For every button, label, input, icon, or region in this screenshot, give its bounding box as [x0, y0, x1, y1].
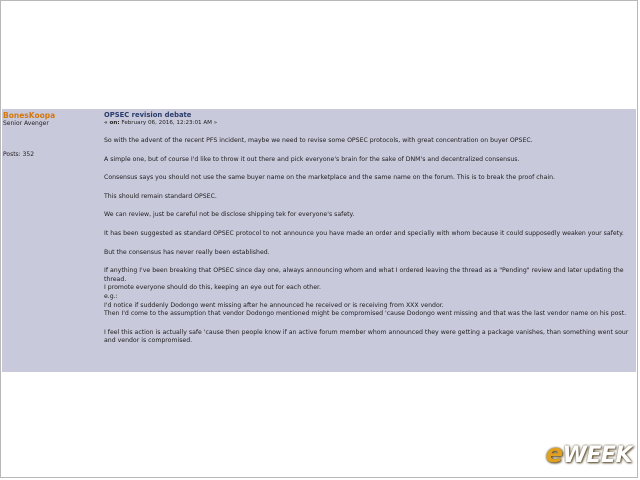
forum-post	[2, 109, 636, 372]
poster-post-count: Posts: 352	[3, 151, 35, 158]
post-paragraph: Consensus says you should not use the same buyer name on the marketplace and the same name on the forum. This is to break the proof chain.	[104, 174, 555, 182]
post-line: Then I'd come to the assumption that vendor Dodongo mentioned might be compromised 'cause Dodongo went missing and that was the last vendor name on his post.	[104, 310, 627, 318]
post-paragraph: It has been suggested as standard OPSEC protocol to not announce you have made an order and specially with whom because it could supposedly weaken your safety.	[104, 229, 624, 237]
post-header	[104, 111, 217, 127]
post-paragraph: This should remain standard OPSEC.	[104, 192, 217, 200]
post-subject-link[interactable]: OPSEC revision debate	[104, 111, 192, 119]
eweek-logo	[545, 439, 632, 469]
post-timestamp	[104, 119, 217, 127]
post-paragraph: But the consensus has never really been established.	[104, 248, 270, 256]
post-meta-prefix: « on:	[104, 120, 120, 126]
post-paragraph: A simple one, but of course I'd like to throw it out there and pick everyone's brain for the sake of DNM's and decentralized consensus.	[104, 155, 520, 163]
post-date: February 06, 2016, 12:23:01 AM »	[121, 120, 218, 126]
logo-week: WEEK	[562, 443, 632, 468]
post-line: I promote everyone should do this, keeping an eye out for each other.	[104, 284, 321, 292]
poster-name-link[interactable]: BonesKoopa	[3, 111, 56, 120]
post-body	[104, 137, 634, 356]
poster-info	[2, 109, 98, 372]
logo-e: e	[545, 439, 563, 469]
post-paragraph: I feel this action is actually safe 'cause then people know if an active forum member whom announced they were getting a package vanishes, than something went sour and vendor is compromised.	[104, 328, 629, 345]
post-paragraph: We can review, just be careful not be disclose shipping tek for everyone's safety.	[104, 211, 355, 219]
post-line: If anything I've been breaking that OPSEC since day one, always announcing whom and what I ordered leaving the thread as a "Pending" review and later updating the thread.	[104, 267, 624, 283]
poster-rank: Senior Avenger	[3, 120, 49, 127]
post-line: I'd notice if suddenly Dodongo went missing after he announced he received or is receiving from XXX vendor.	[104, 301, 444, 309]
post-line: e.g.:	[104, 292, 118, 300]
post-paragraph: So with the advent of the recent PFS incident, maybe we need to revise some OPSEC protocols, with great concentration on buyer OPSEC.	[104, 137, 533, 144]
